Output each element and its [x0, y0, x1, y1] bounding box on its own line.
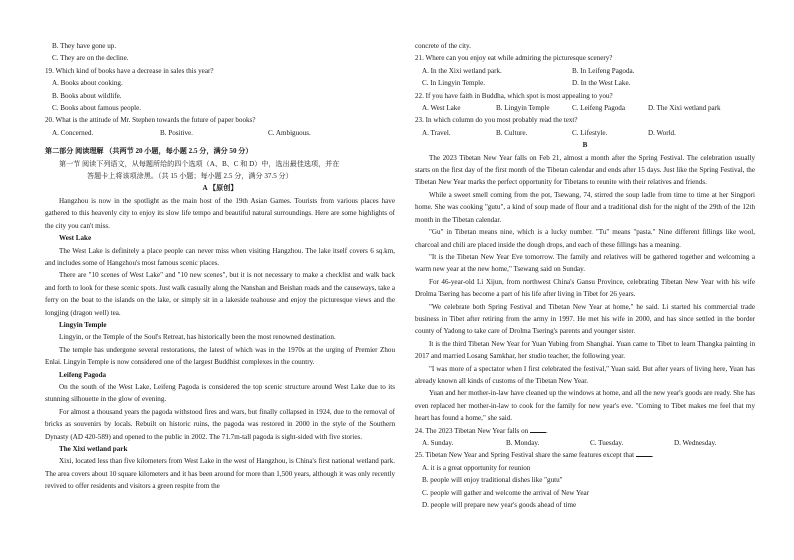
passage-b-paragraph-3: "Gu" in Tibetan means nine, which is a lucky number. "Tu" means "pasta." Nine different fillings like wool, charcoal and chili are placed inside the dough drops, and each of these fillings has a meaning.: [415, 228, 755, 249]
passage-b-paragraph-8: "I was more of a spectator when I first celebrated the festival," Yuan said. But after years of living here, Yuan has already known all kinds of customs of the Tibetan New Year.: [415, 364, 755, 385]
q25-option-d[interactable]: D. people will prepare new year's goods ahead of time: [422, 501, 577, 510]
question-22: 22. If you have faith in Buddha, which spot is most appealing to you?: [415, 91, 613, 100]
q20-options: [45, 127, 395, 139]
q24-option-d[interactable]: D. Wednesday.: [674, 439, 717, 447]
q25-option-b[interactable]: B. people will enjoy traditional dishes like "gutu": [422, 476, 563, 485]
left-column: [45, 40, 395, 493]
passage-a-paragraph-4: Lingyin, or the Temple of the Soul's Retreat, has historically been the most renowned destination.: [59, 333, 336, 342]
q25-option-a[interactable]: A. it is a great opportunity for reunion: [422, 463, 531, 472]
q22-option-d[interactable]: D. The Xixi wetland park: [648, 104, 721, 113]
q21-option-a[interactable]: A. In the Xixi wetland park.: [422, 66, 502, 75]
heading-lingyin-temple: Lingyin Temple: [59, 320, 107, 329]
q21-option-b[interactable]: B. In Leifeng Pagoda.: [572, 66, 635, 75]
q22-option-c[interactable]: C. Leifeng Pagoda: [572, 104, 625, 113]
q21-options-row-2: [415, 77, 755, 89]
passage-b-label: B: [582, 141, 588, 150]
q23-option-c[interactable]: C. Lifestyle.: [572, 128, 608, 137]
q24-option-a[interactable]: A. Sunday.: [422, 439, 454, 447]
passage-a-continuation: concrete of the city.: [415, 42, 471, 50]
passage-a-paragraph-8: Xixi, located less than five kilometers from West Lake in the west of Hangzhou, is China's first national wetland park. The area covers about 10 square kilometers and it has been around for more than 1,500 years, although it was only recently revived to offer residents and visitors a green respite from the: [45, 457, 395, 491]
question-25: 25. Tibetan New Year and Spring Festival share the same features except that .: [415, 451, 654, 460]
q22-option-a[interactable]: A. West Lake: [422, 104, 461, 113]
question-24-text: 24. The 2023 Tibetan New Year falls on: [415, 426, 529, 435]
question-24: 24. The 2023 Tibetan New Year falls on .: [415, 426, 548, 435]
q23-options: [415, 127, 755, 139]
passage-b-paragraph-5: For 46-year-old Li Xijun, from northwest China's Gansu Province, celebrating Tibetan New Year with his wife Drolma Tsering has become a part of his life after living in Tibet for 26 years.: [415, 277, 755, 299]
heading-xixi-wetland: The Xixi wetland park: [59, 445, 128, 453]
passage-a-paragraph-7: For almost a thousand years the pagoda withstood fires and wars, but finally collapsed in 1924, due to the removal of bricks as souvenirs by locals. Rebuilt on historic ruins, the pagoda was restored in 2000 in the style of the Southern Dynasty (AD 420-589) and opened to the public in 2002. The 71.7m-tall pagoda is sight-sided with five stories.: [45, 407, 395, 441]
passage-a-paragraph-5: The temple has undergone several restorations, the latest of which was in the 1970s at the urging of Premier Zhou Enlai. Lingyin Temple is now considered one of the largest Buddhist complexes in the country.: [45, 345, 395, 367]
passage-a-paragraph-3: There are "10 scenes of West Lake" and "10 new scenes", but it is not necessary to make a checklist and walk back and forth to look for these scenic spots. Just walk casually along the Nanshan and Beishan roads and the causeways, take a ferry on the boat to the islands on the lake, or simply sit in a lakeside teahouse and enjoy the picturesque views and the longjing (dragon well) tea.: [45, 271, 395, 317]
q23-option-a[interactable]: A. Travel.: [422, 128, 451, 137]
answer-blank: [636, 450, 652, 457]
section-2-instruction-2: 答题卡上将该项涂黑。（共 15 小题；每小题 2.5 分，满分 37.5 分）: [87, 172, 293, 181]
passage-a-paragraph-1: Hangzhou is now in the spotlight as the main host of the 19th Asian Games. Tourists from various places have gathered to this heavenly city to enjoy its slow life tempo and beautiful natural surroundings. Here are some highlights of the city you can't miss.: [45, 196, 395, 230]
q19-option-a[interactable]: A. Books about cooking.: [52, 79, 123, 88]
passage-b-paragraph-4: "It is the Tibetan New Year Eve tomorrow. The family and relatives will be gathered together and welcoming a warm new year at the new home," Tsewang said on Sunday.: [415, 252, 755, 274]
answer-blank: [530, 426, 546, 433]
q19-option-c[interactable]: C. Books about famous people.: [52, 104, 142, 113]
q21-option-d[interactable]: D. In the West Lake.: [572, 79, 631, 88]
heading-west-lake: West Lake: [59, 234, 92, 243]
q24-options: [415, 437, 755, 449]
section-2-instruction-1: 第一节 阅读下列语文，从每题所给的四个选项（A、B、C 和 D）中，选出最佳选项，并在: [59, 159, 340, 168]
q24-option-b[interactable]: B. Monday.: [506, 439, 540, 447]
question-21: 21. Where can you enjoy eat while admiring the picturesque scenery?: [415, 54, 613, 63]
passage-b-paragraph-6: "We celebrate both Spring Festival and Tibetan New Year at home," he said. Li started his commercial trade business in Tibet after retiring from the army in 1997. He met his wife in 2000, and has since settled in the border county of Yadong to take care of Drolma Tsering's parents and younger sister.: [415, 302, 755, 336]
q21-option-c[interactable]: C. In Lingyin Temple.: [422, 79, 486, 88]
q20-option-a[interactable]: A. Concerned.: [52, 128, 94, 137]
q23-option-d[interactable]: D. World.: [648, 128, 676, 137]
q24-option-c[interactable]: C. Tuesday.: [590, 439, 624, 447]
q21-options-row-1: [415, 65, 755, 77]
q20-option-b[interactable]: B. Positive.: [160, 128, 193, 137]
q23-option-b[interactable]: B. Culture.: [496, 128, 528, 137]
q19-option-b[interactable]: B. Books about wildlife.: [52, 91, 122, 100]
question-23: 23. In which column do you most probably read the text?: [415, 116, 578, 125]
heading-leifeng-pagoda: Leifeng Pagoda: [59, 370, 107, 379]
passage-a-paragraph-2: The West Lake is definitely a place people can never miss when visiting Hangzhou. The lake itself covers 6 sq.km, and includes some of Hangzhou's most famous scenic places.: [45, 246, 395, 267]
passage-a-paragraph-6: On the south of the West Lake, Leifeng Pagoda is considered the top scenic structure around West Lake due to its stunning silhouette in the glow of evening.: [45, 382, 395, 404]
q18-option-b[interactable]: B. They have gone up.: [52, 42, 117, 50]
q22-option-b[interactable]: B. Lingyin Temple: [496, 104, 550, 113]
question-19: 19. Which kind of books have a decrease in sales this year?: [45, 66, 214, 75]
q22-options: [415, 102, 755, 114]
question-25-text: 25. Tibetan New Year and Spring Festival share the same features except that: [415, 451, 635, 460]
right-column: [415, 40, 755, 511]
passage-b-paragraph-1: The 2023 Tibetan New Year falls on Feb 21, almost a month after the Spring Festival. The celebration usually starts on the first day of the first month of the Tibetan calendar and ends after 15 days. Just like the Spring Festival, the Tibetan New Year marks the perfect opportunity for Tibetans to reunite with their relatives and friends.: [415, 153, 755, 187]
passage-a-label: A 【原创】: [202, 184, 238, 193]
passage-b-paragraph-2: While a sweet smell coming from the pot, Tsewang, 74, stirred the soup ladle from time to time at her Singpori home. She was cooking "gutu", a kind of soup made of flour and a traditional dish for the night of the 29th of the 12th month in the Tibetan calendar.: [415, 190, 755, 224]
question-20: 20. What is the attitude of Mr. Stephen towards the future of paper books?: [45, 116, 256, 125]
passage-b-paragraph-7: It is the third Tibetan New Year for Yuan Yubing from Shanghai. Yuan came to Tibet to learn Thangka painting in 2017 and married Losang Samkhar, her studio teacher, the following year.: [415, 339, 755, 361]
section-2-heading: 第二部分 阅读理解 （共两节 20 小题，每小题 2.5 分，满分 50 分）: [45, 147, 253, 156]
passage-b-paragraph-9: Yuan and her mother-in-law have cleaned up the windows at home, and all the new year's goods are ready. She has even replaced her mother-in-law to cook for the family for new year's eve. "Coming to Tibet makes me feel that my heart has found a home," she said.: [415, 389, 755, 423]
q20-option-c[interactable]: C. Ambiguous.: [268, 128, 311, 137]
q18-option-c[interactable]: C. They are on the decline.: [52, 54, 129, 63]
q25-option-c[interactable]: C. people will gather and welcome the arrival of New Year: [422, 488, 590, 497]
